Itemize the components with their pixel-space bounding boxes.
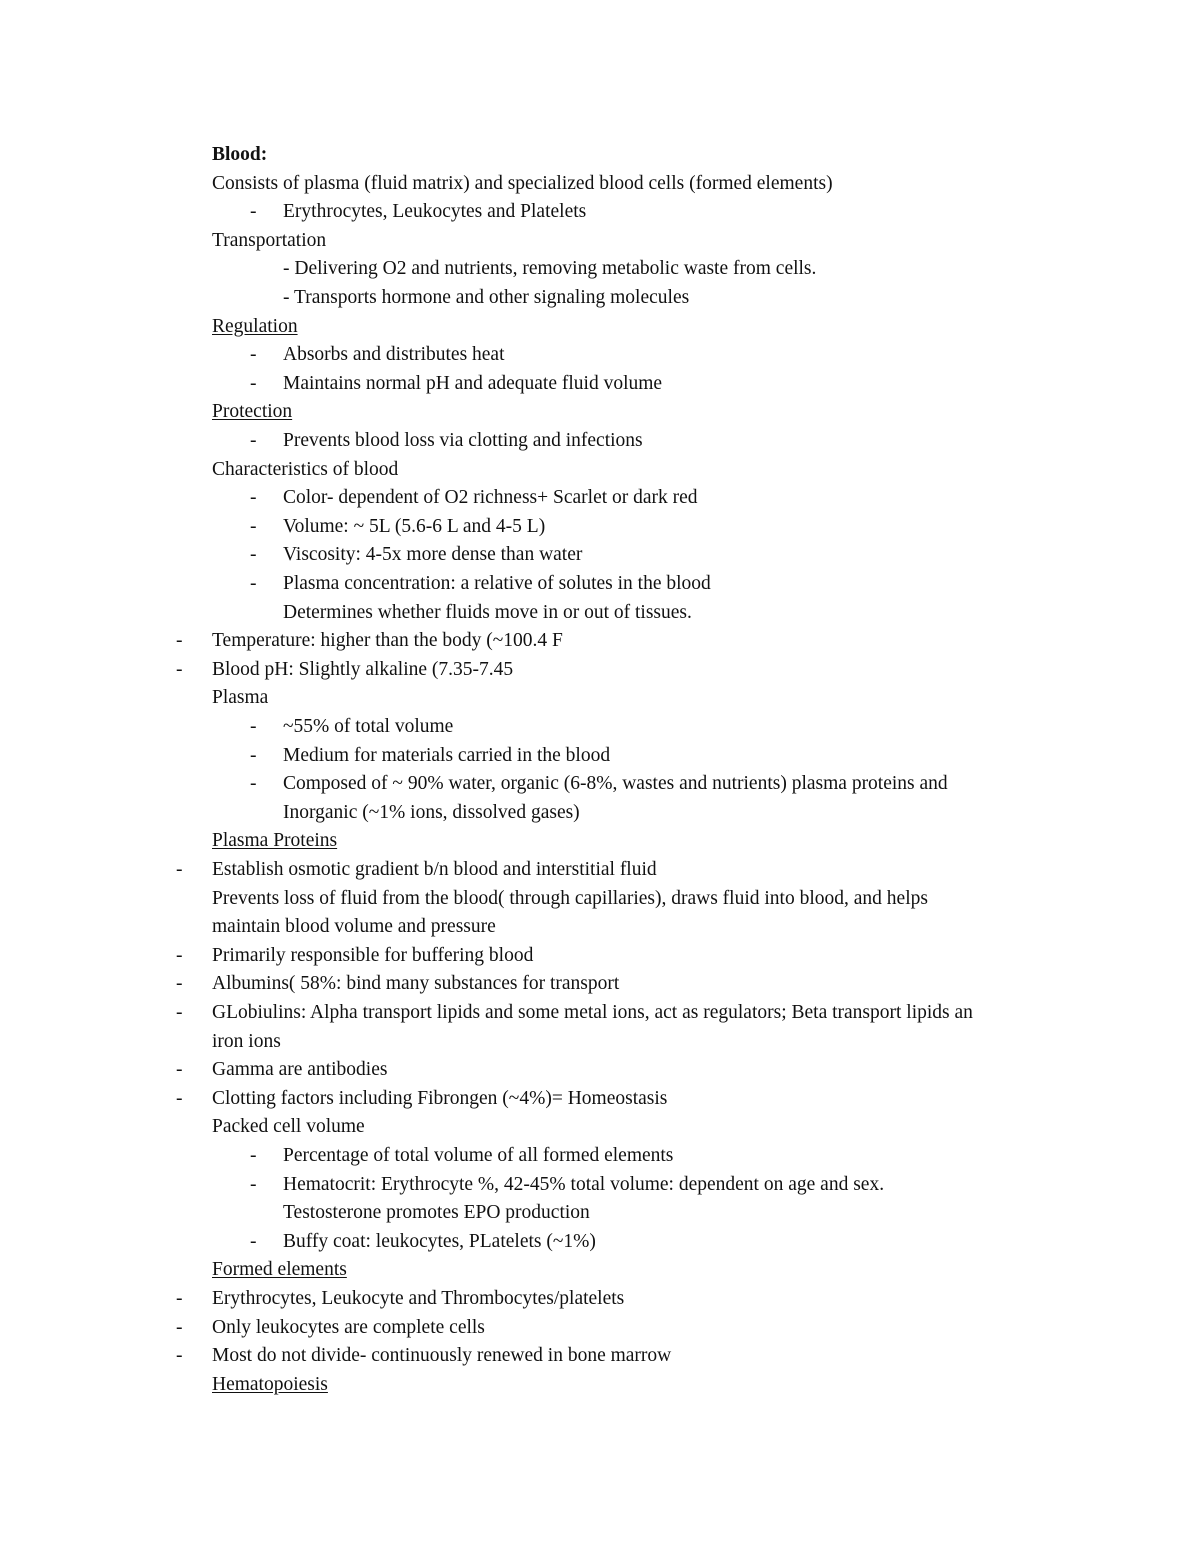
bullet-dash: - bbox=[176, 973, 183, 994]
document-title: Blood: bbox=[212, 144, 268, 165]
bullet-dash: - bbox=[176, 1059, 183, 1080]
section-heading: Protection bbox=[212, 401, 293, 422]
note-line: Primarily responsible for buffering blood bbox=[212, 945, 534, 966]
bullet-dash: - bbox=[250, 430, 257, 451]
note-line: ~55% of total volume bbox=[283, 716, 454, 737]
note-line: Maintains normal pH and adequate fluid volume bbox=[283, 373, 663, 394]
note-line: Plasma bbox=[212, 687, 269, 708]
bullet-dash: - bbox=[176, 659, 183, 680]
bullet-dash: - bbox=[250, 1231, 257, 1252]
bullet-dash: - bbox=[250, 1174, 257, 1195]
note-line: Characteristics of blood bbox=[212, 459, 399, 480]
bullet-dash: - bbox=[250, 516, 257, 537]
note-line: Viscosity: 4-5x more dense than water bbox=[283, 544, 583, 565]
note-line: Percentage of total volume of all formed elements bbox=[283, 1145, 674, 1166]
note-line: Absorbs and distributes heat bbox=[283, 344, 505, 365]
bullet-dash: - bbox=[250, 1145, 257, 1166]
bullet-dash: - bbox=[250, 373, 257, 394]
bullet-dash: - bbox=[250, 716, 257, 737]
bullet-dash: - bbox=[176, 1345, 183, 1366]
bullet-dash: - bbox=[176, 859, 183, 880]
note-line: Consists of plasma (fluid matrix) and specialized blood cells (formed elements) bbox=[212, 173, 833, 194]
note-line: Only leukocytes are complete cells bbox=[212, 1317, 485, 1338]
note-line: iron ions bbox=[212, 1031, 281, 1052]
bullet-dash: - bbox=[250, 573, 257, 594]
note-line: - Delivering O2 and nutrients, removing metabolic waste from cells. bbox=[283, 258, 817, 279]
note-line: Prevents loss of fluid from the blood( through capillaries), draws fluid into blood, and helps bbox=[212, 888, 928, 909]
note-line: Composed of ~ 90% water, organic (6-8%, wastes and nutrients) plasma proteins and bbox=[283, 773, 948, 794]
note-line: Blood pH: Slightly alkaline (7.35-7.45 bbox=[212, 659, 514, 680]
note-line: Temperature: higher than the body (~100.4 F bbox=[212, 630, 563, 651]
section-heading: Formed elements bbox=[212, 1259, 347, 1280]
note-line: maintain blood volume and pressure bbox=[212, 916, 496, 937]
note-line: Gamma are antibodies bbox=[212, 1059, 388, 1080]
note-line: - Transports hormone and other signaling molecules bbox=[283, 287, 690, 308]
note-line: Clotting factors including Fibrongen (~4%)= Homeostasis bbox=[212, 1088, 668, 1109]
bullet-dash: - bbox=[176, 630, 183, 651]
note-line: Inorganic (~1% ions, dissolved gases) bbox=[283, 802, 580, 823]
note-line: Color- dependent of O2 richness+ Scarlet or dark red bbox=[283, 487, 698, 508]
bullet-dash: - bbox=[250, 773, 257, 794]
note-line: Plasma concentration: a relative of solutes in the blood bbox=[283, 573, 711, 594]
bullet-dash: - bbox=[250, 344, 257, 365]
note-line: Buffy coat: leukocytes, PLatelets (~1%) bbox=[283, 1231, 596, 1252]
bullet-dash: - bbox=[250, 745, 257, 766]
note-line: Most do not divide- continuously renewed in bone marrow bbox=[212, 1345, 672, 1366]
note-line: GLobiulins: Alpha transport lipids and some metal ions, act as regulators; Beta transport lipids an bbox=[212, 1002, 973, 1023]
note-line: Albumins( 58%: bind many substances for transport bbox=[212, 973, 620, 994]
bullet-dash: - bbox=[176, 1088, 183, 1109]
section-heading: Regulation bbox=[212, 316, 298, 337]
bullet-dash: - bbox=[176, 1317, 183, 1338]
bullet-dash: - bbox=[176, 1002, 183, 1023]
bullet-dash: - bbox=[176, 1288, 183, 1309]
note-line: Prevents blood loss via clotting and infections bbox=[283, 430, 643, 451]
note-line: Medium for materials carried in the blood bbox=[283, 745, 611, 766]
note-line: Volume: ~ 5L (5.6-6 L and 4-5 L) bbox=[283, 516, 546, 537]
note-line: Establish osmotic gradient b/n blood and interstitial fluid bbox=[212, 859, 657, 880]
bullet-dash: - bbox=[250, 487, 257, 508]
note-line: Testosterone promotes EPO production bbox=[283, 1202, 590, 1223]
section-heading: Hematopoiesis bbox=[212, 1374, 328, 1395]
note-line: Transportation bbox=[212, 230, 327, 251]
note-line: Erythrocytes, Leukocyte and Thrombocytes/platelets bbox=[212, 1288, 625, 1309]
note-line: Hematocrit: Erythrocyte %, 42-45% total volume: dependent on age and sex. bbox=[283, 1174, 885, 1195]
section-heading: Plasma Proteins bbox=[212, 830, 338, 851]
note-line: Determines whether fluids move in or out of tissues. bbox=[283, 602, 692, 623]
note-line: Packed cell volume bbox=[212, 1116, 365, 1137]
note-line: Erythrocytes, Leukocytes and Platelets bbox=[283, 201, 587, 222]
bullet-dash: - bbox=[250, 544, 257, 565]
bullet-dash: - bbox=[176, 945, 183, 966]
bullet-dash: - bbox=[250, 201, 257, 222]
